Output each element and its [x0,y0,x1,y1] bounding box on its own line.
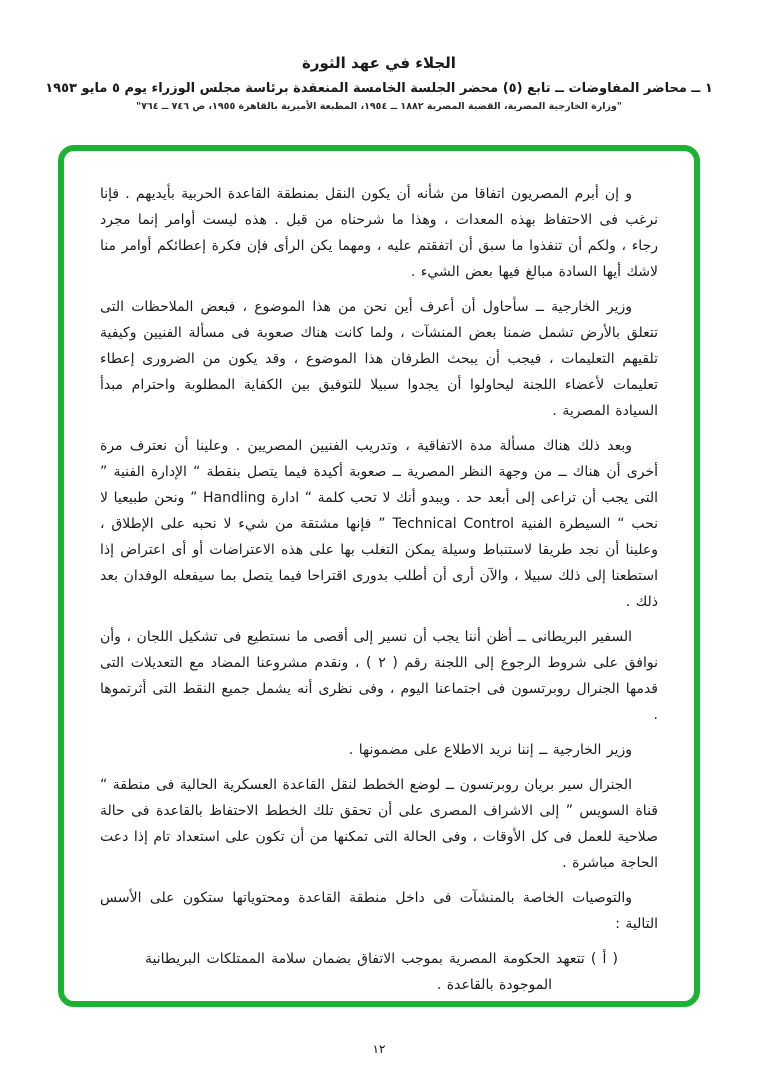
document-header [0,0,758,112]
paragraph-british-ambassador: السفير البريطانى ــ أظن أننا يجب أن نسير إلى أقصى ما نستطيع فى تشكيل اللجان ، وأن نوافق على شروط الرجوع إلى اللجنة رقم ( ٢ ) ، ونقدم مشروعنا المضاد مع التعديلات التى قدمها الجنرال روبرتسون فى اجتماعنا اليوم ، وفى نظرى أنه يشمل جميع النقط التى أثرتموها . [100,629,658,723]
paragraph-recommendations-intro: والتوصيات الخاصة بالمنشآت فى داخل منطقة القاعدة ومحتوياتها ستكون على الأسس التالية : [100,890,658,932]
paragraph-technical-control: وبعد ذلك هناك مسألة مدة الاتفاقية ، وتدريب الفنيين المصريين . وعلينا أن نعترف مرة أخرى أن هناك ــ من وجهة النظر المصرية ــ صعوبة أكيدة فيما يتصل بنقطة “ الإدارة الفنية ” التى يجب أن تراعى إلى أبعد حد . ويبدو أنك لا تحب كلمة “ ادارة Handling ” ونحن طبيعيا لا نحب “ السيطرة الفنية Technical Control ” فإنها مشتقة من شيء لا نحبه على الإطلاق ، وعلينا أن نجد طريقا لاستنباط وسيلة يمكن التغلب بها على هذه الاعتراضات أو أى اعتراض إذا استطعنا إلى ذلك سبيلا ، والآن أرى أن أطلب بدورى اقتراحا فيما يتصل بما سيفعله الوفدان بعد ذلك . [100,438,659,610]
paragraph-foreign-minister-remarks: وزير الخارجية ــ سأحاول أن أعرف أين نحن من هذا الموضوع ، فبعض الملاحظات التى تتعلق بالأرض تشمل ضمنا بعض المنشآت ، ولما كانت هناك صعوبة فى مسألة الفنيين وكيفية تلقيهم التعليمات ، فيجب أن يبحث الطرفان هذا الموضوع ، وقد يكون من الضرورى إعطاء تعليمات لأعضاء اللجنة ليحاولوا أن يجدوا سبيلا للتوفيق بين الكفاية المطلوبة واحترام مبدأ السيادة المصرية . [100,299,658,419]
recommendation-item-a: ( أ ) تتعهد الحكومة المصرية بموجب الاتفاق بضمان سلامة الممتلكات البريطانية الموجودة بالقاعدة . [145,951,618,993]
session-heading: ١ ــ محاضر المفاوضات ــ تابع (٥) محضر الجلسة الخامسة المنعقدة برئاسة مجلس الوزراء يوم ٥ مايو ١٩٥٣ [45,81,713,96]
paragraph-transfer-agreement: و إن أبرم المصريون اتفاقا من شأنه أن يكون النقل بمنطقة القاعدة الحربية بأيديهم . فإنا نرغب فى الاحتفاظ بهذه المعدات ، وهذا ما شرحناه من قبل . هذه ليست أوامر إنما مجرد رجاء ، ولكم أن تنفذوا ما سبق أن اتفقتم عليه ، ومهما يكن الرأى فإن فكرة إعطائكم أوامر منا لاشك أيها السادة مبالغ فيها بعض الشيء . [100,186,658,280]
page-number: ١٢ [372,1042,386,1056]
paragraph-general-robertson: الجنرال سير بريان روبرتسون ــ لوضع الخطط لنقل القاعدة العسكرية الحالية فى منطقة “ قناة السويس ” إلى الاشراف المصرى على أن تحقق تلك الخطط الاحتفاظ بالقاعدة فى حالة صلاحية للعمل فى كل الأوقات ، وفى الحالة التى تمكنها من أن تكون على استعداد تام إذا دعت الحاجة مباشرة . [100,777,658,871]
content-frame [58,145,700,1007]
source-citation: "وزارة الخارجية المصرية، القضية المصرية ١٨٨٢ ــ ١٩٥٤، المطبعة الأميرية بالقاهرة ١٩٥٥، ص ٧٤٦ ــ ٧٦٤" [136,101,622,112]
document-title: الجلاء في عهد الثورة [302,54,456,72]
paragraph-foreign-minister-reply: وزير الخارجية ــ إننا نريد الاطلاع على مضمونها . [348,742,632,758]
